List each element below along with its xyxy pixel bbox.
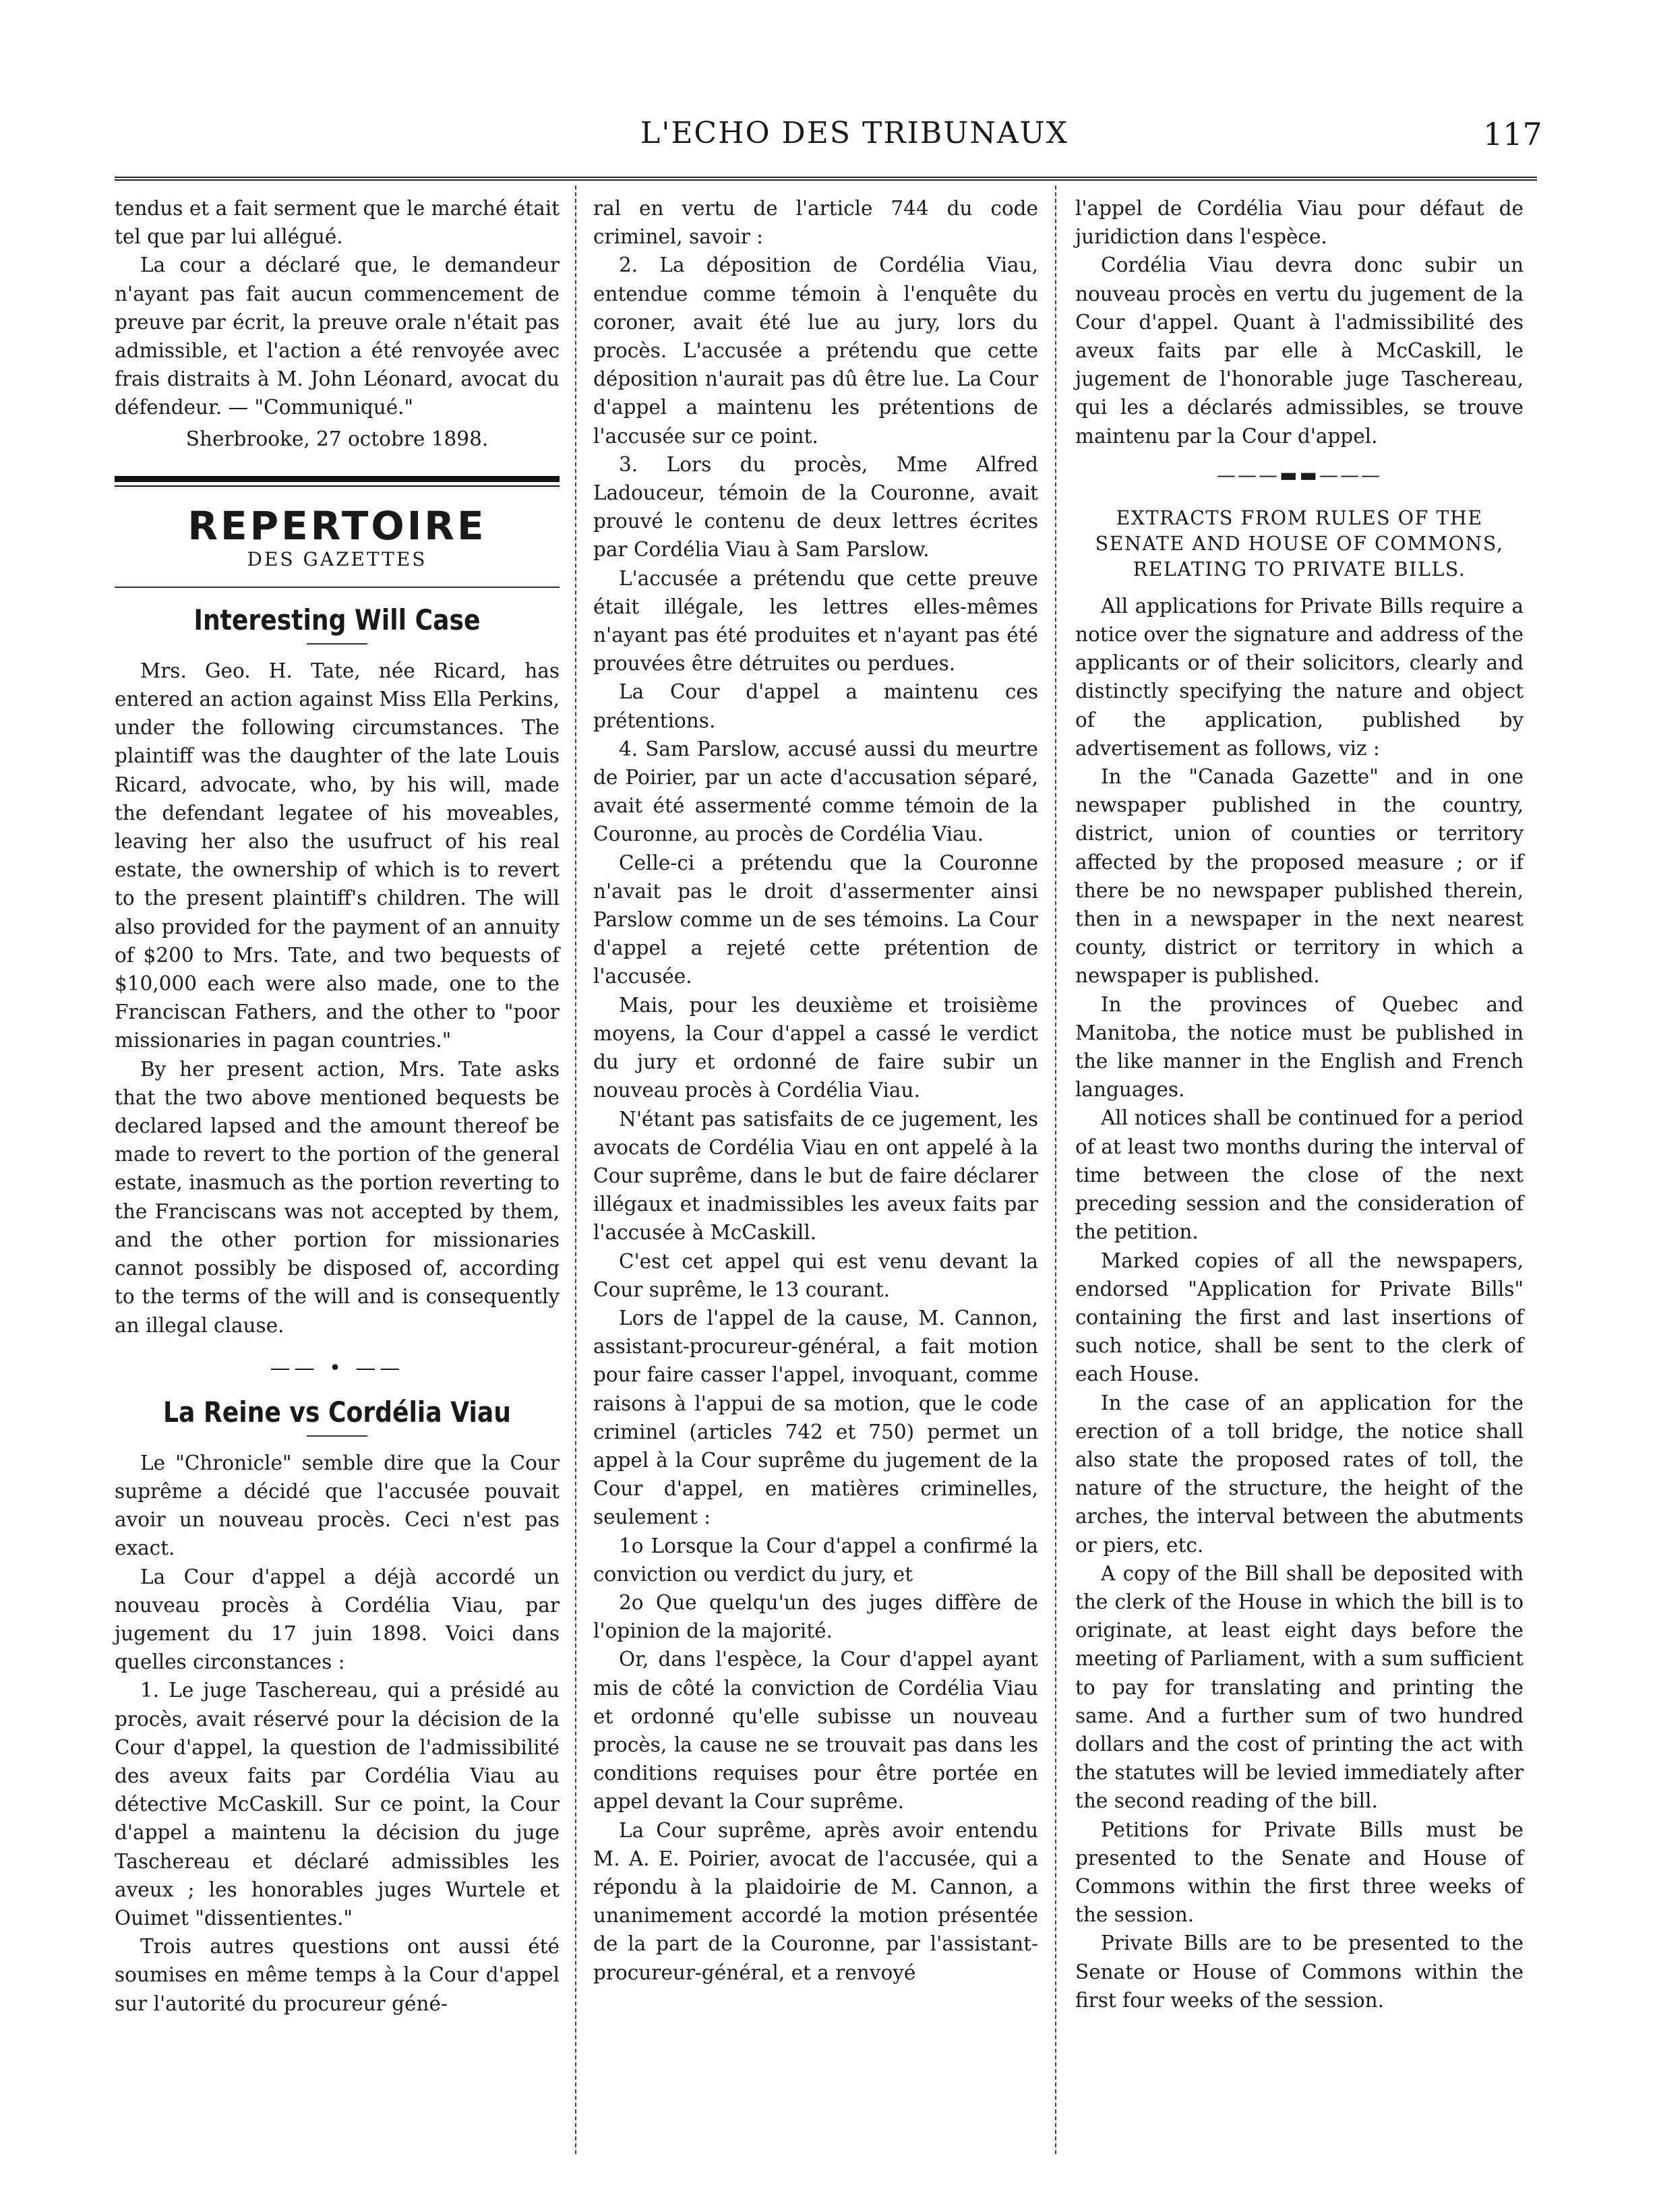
paragraph: 1o Lorsque la Cour d'appel a confirmé la conviction ou verdict du jury, et [593, 1534, 1038, 1586]
paragraph: Cordélia Viau devra donc subir un nouveau procès en vertu du jugement de la Cour d'appel. Quant à l'admissibilité des aveux faits par elle à McCaskill, le jugement de l'honorable juge Taschereau, qui les a déclarés admissibles, se trouve maintenu par la Cour d'appel. [1075, 253, 1524, 448]
section-banner-subtitle: DES GAZETTES [247, 547, 427, 570]
paragraph: Le "Chronicle" semble dire que la Cour suprême a décidé que l'accusée pouvait avoir un nouveau procès. Ceci n'est pas exact. [115, 1451, 560, 1560]
paragraph: All applications for Private Bills require a notice over the signature and address of the applicants or of their solicitors, clearly and distinctly specifying the nature and object of the application, published by advertisement as follows, viz : [1075, 594, 1524, 760]
paragraph: La Cour suprême, après avoir entendu M. A. E. Poirier, avocat de l'accusée, qui a répondu à la plaidoirie de M. Cannon, a unanimement accordé la motion présentée de la part de la Couronne, par l'assistant-procureur-général, et a renvoyé [593, 1818, 1038, 1984]
paragraph: La Cour d'appel a déjà accordé un nouveau procès à Cordélia Viau, par jugement du 17 juin 1898. Voici dans quelles circonstances : [115, 1565, 560, 1674]
paragraph: In the case of an application for the erection of a toll bridge, the notice shall also state the proposed rates of toll, the nature of the structure, the height of the arches, the interval between the abutments or piers, etc. [1075, 1391, 1524, 1557]
column-divider-2 [1055, 185, 1056, 2154]
paragraph: l'appel de Cordélia Viau pour défaut de juridiction dans l'espèce. [1075, 197, 1524, 249]
paragraph: Celle-ci a prétendu que la Couronne n'avait pas le droit d'assermenter ainsi Parslow comme un de ses témoins. La Cour d'appel a rejeté cette prétention de l'accusée. [593, 851, 1038, 988]
paragraph: Mrs. Geo. H. Tate, née Ricard, has entered an action against Miss Ella Perkins, under the following circumstances. The plaintiff was the daughter of the late Louis Ricard, advocate, who, by his will, made the defendant legatee of his moveables, leaving her also the usufruct of his real estate, the ownership of which is to revert to the present plaintiff's children. The will also provided for the payment of an annuity of $200 to Mrs. Tate, and two bequests of $10,000 each were also made, one to the Franciscan Fathers, and the other to "poor missionaries in pagan countries." [115, 659, 560, 1052]
paragraph: tendus et a fait serment que le marché était tel que par lui allégué. [115, 197, 560, 249]
paragraph: In the "Canada Gazette" and in one newspaper published in the country, district, union of counties or territory affected by the proposed measure ; or if there be no newspaper published therein, then in a newspaper in the next nearest county, district or territory in which a newspaper is published. [1075, 765, 1524, 988]
column-3 [1075, 194, 1524, 2014]
header-rule [115, 177, 1537, 181]
paragraph: 2. La déposition de Cordélia Viau, entendue comme témoin à l'enquête du coroner, avait été lue au jury, lors du procès. L'accusée a prétendu que cette déposition n'aurait pas dû être lue. La Cour d'appel a maintenu les prétentions de l'accusée sur ce point. [593, 253, 1038, 448]
paragraph: By her present action, Mrs. Tate asks that the two above mentioned bequests be declared lapsed and the amount thereof be made to revert to the portion of the general estate, inasmuch as the portion reverting to the Franciscans was not accepted by them, and the other portion for missionaries cannot possibly be disposed of, according to the terms of the will and is consequently an illegal clause. [115, 1057, 560, 1337]
paragraph: 3. Lors du procès, Mme Alfred Ladouceur, témoin de la Couronne, avait prouvé le contenu de deux lettres écrites par Cordélia Viau à Sam Parslow. [593, 452, 1038, 562]
page-number: 117 [1483, 116, 1542, 152]
ornament-divider: —— • —— [270, 1356, 404, 1380]
section-rule [115, 476, 560, 487]
paragraph: Marked copies of all the newspapers, endorsed "Application for Private Bills" containing the first and last insertions of such notice, shall be sent to the clerk of each House. [1075, 1249, 1524, 1386]
paragraph: Petitions for Private Bills must be presented to the Senate and House of Commons within the first three weeks of the session. [1075, 1818, 1524, 1927]
paragraph: All notices shall be continued for a period of at least two months during the interval of time between the close of the next preceding session and the consideration of the petition. [1075, 1106, 1524, 1244]
paragraph: 4. Sam Parslow, accusé aussi du meurtre de Poirier, par un acte d'accusation séparé, avait été assermenté comme témoin de la Couronne, au procès de Cordélia Viau. [593, 737, 1038, 846]
ornament-divider: ———▬▬——— [1217, 463, 1382, 486]
article-heading: Interesting Will Case [193, 603, 481, 636]
paragraph: N'étant pas satisfaits de ce jugement, les avocats de Cordélia Viau en ont appelé à la Cour suprême, dans le but de faire déclarer illégaux et inadmissibles les aveux faits par l'accusée à McCaskill. [593, 1107, 1038, 1245]
section-rule [115, 587, 560, 588]
paragraph: A copy of the Bill shall be deposited with the clerk of the House in which the bill is to originate, at least eight days before the meeting of Parliament, with a sum sufficient to pay for translating and printing the same. And a further sum of two hundred dollars and the cost of printing the act with the statutes will be levied immediately after the second reading of the bill. [1075, 1561, 1524, 1813]
column-divider-1 [575, 185, 576, 2154]
section-banner-title: REPERTOIRE [187, 502, 487, 549]
paragraph: 1. Le juge Taschereau, qui a présidé au procès, avait réservé pour la décision de la Cour d'appel, la question de l'admissibilité des aveux faits par Cordélia Viau au détective McCaskill. Sur ce point, la Cour d'appel a maintenu la décision du juge Taschereau et déclaré admissibles les aveux ; les honorables juges Wurtele et Ouimet "dissentientes." [115, 1679, 560, 1930]
paragraph: L'accusée a prétendu que cette preuve était illégale, les lettres elles-mêmes n'ayant pas été produites et n'ayant pas été prouvées être détruites ou perdues. [593, 566, 1038, 676]
column-2 [593, 194, 1038, 1987]
paragraph: Or, dans l'espèce, la Cour d'appel ayant mis de côté la conviction de Cordélia Viau et ordonné qu'elle subisse un nouveau procès, la cause ne se trouvait pas dans les conditions requises pour être portée en appel devant la Cour suprême. [593, 1648, 1038, 1814]
paragraph: Private Bills are to be presented to the Senate or House of Commons within the first four weeks of the session. [1075, 1932, 1524, 2012]
heading-dash [307, 643, 367, 645]
column-1 [115, 194, 560, 2018]
article-heading: EXTRACTS FROM RULES OF THE SENATE AND HOUSE OF COMMONS, RELATING TO PRIVATE BILLS. [1095, 506, 1504, 580]
paragraph: ral en vertu de l'article 744 du code criminel, savoir : [593, 197, 1038, 249]
paragraph: Mais, pour les deuxième et troisième moyens, la Cour d'appel a cassé le verdict du jury et ordonné de faire subir un nouveau procès à Cordélia Viau. [593, 993, 1038, 1102]
dateline: Sherbrooke, 27 octobre 1898. [185, 427, 489, 450]
paragraph: Lors de l'appel de la cause, M. Cannon, assistant-procureur-général, a fait motion pour faire casser l'appel, invoquant, comme raisons à l'appui de sa motion, que le code criminel (articles 742 et 750) permet un appel à la Cour suprême du jugement de la Cour d'appel, en matières criminelles, seulement : [593, 1306, 1038, 1529]
running-head: L'ECHO DES TRIBUNAUX [640, 116, 1069, 150]
paragraph: Trois autres questions ont aussi été soumises en même temps à la Cour d'appel sur l'autorité du procureur géné- [115, 1935, 560, 2015]
paragraph: La Cour d'appel a maintenu ces prétentions. [593, 680, 1038, 732]
paragraph: 2o Que quelqu'un des juges diffère de l'opinion de la majorité. [593, 1590, 1038, 1643]
article-heading: La Reine vs Cordélia Viau [162, 1395, 512, 1429]
heading-dash [307, 1435, 367, 1437]
paragraph: La cour a déclaré que, le demandeur n'ayant pas fait aucun commencement de preuve par écrit, la preuve orale n'était pas admissible, et l'action a été renvoyée avec frais distraits à M. John Léonard, avocat du défendeur. — "Communiqué." [115, 253, 560, 419]
paragraph: In the provinces of Quebec and Manitoba, the notice must be published in the like manner in the English and French languages. [1075, 992, 1524, 1102]
paragraph: C'est cet appel qui est venu devant la Cour suprême, le 13 courant. [593, 1249, 1038, 1301]
